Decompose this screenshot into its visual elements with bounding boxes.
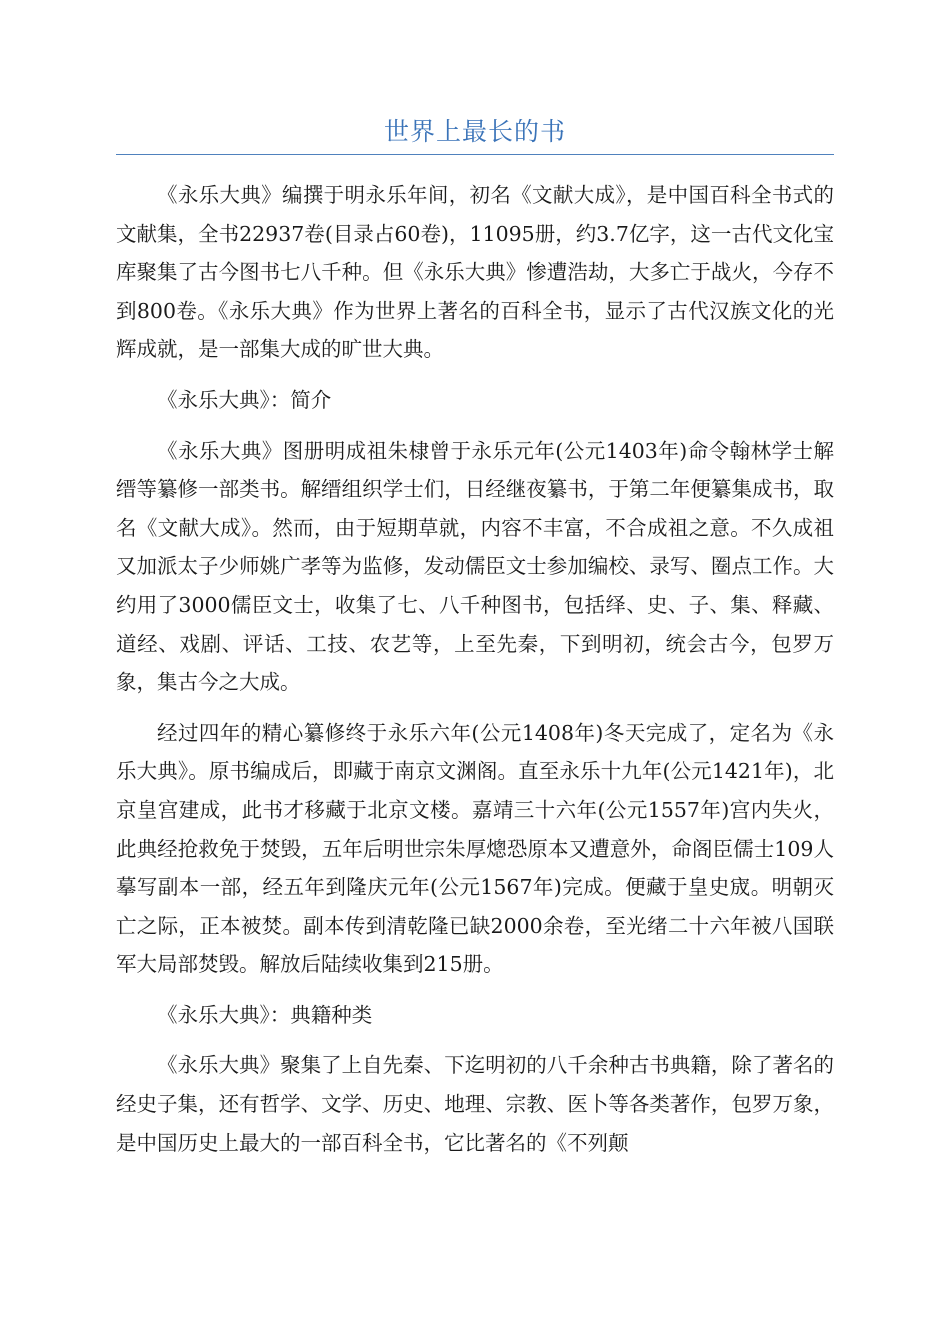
section-heading-categories: 《永乐大典》：典籍种类 [157,1002,373,1027]
paragraph-history: 经过四年的精心纂修终于永乐六年(公元1408年)冬天完成了，定名为《永乐大典》。原书编成后，即藏于南京文渊阁。直至永乐十九年(公元1421年)，北京皇宫建成，此书才移藏于北京文楼。嘉靖三十六年(公元1557年)宫内失火，此典经抢救免于焚毁，五年后明世宗朱厚熜恐原本又遭意外，命阁臣儒士109人摹写副本一部，经五年到隆庆元年(公元1567年)完成。便藏于皇史宬。明朝灭亡之际，正本被焚。副本传到清乾隆已缺2000余卷，至光绪二十六年被八国联军大局部焚毁。解放后陆续收集到215册。 [116,720,834,977]
section-heading-intro: 《永乐大典》：简介 [157,387,332,412]
paragraph-compilation: 《永乐大典》图册明成祖朱棣曾于永乐元年(公元1403年)命令翰林学士解缙等纂修一部类书。解缙组织学士们，日经继夜纂书，于第二年便纂集成书，取名《文献大成》。然而，由于短期草就，内容不丰富，不合成祖之意。不久成祖又加派太子少师姚广孝等为监修，发动儒臣文士参加编校、录写、圈点工作。大约用了3000儒臣文士，收集了七、八千种图书，包括绎、史、子、集、释藏、道经、戏剧、评话、工技、农艺等，上至先秦，下到明初，统会古今，包罗万象，集古今之大成。 [116,438,834,695]
title-underline [116,154,834,155]
paragraph-intro: 《永乐大典》编撰于明永乐年间，初名《文献大成》，是中国百科全书式的文献集，全书22937卷(目录占60卷)，11095册，约3.7亿字，这一古代文化宝库聚集了古今图书七八千种。但《永乐大典》惨遭浩劫，大多亡于战火，今存不到800卷。《永乐大典》作为世界上著名的百科全书，显示了古代汉族文化的光辉成就，是一部集大成的旷世大典。 [116,183,834,362]
document-title: 世界上最长的书 [383,117,566,146]
paragraph-categories: 《永乐大典》聚集了上自先秦、下迄明初的八千余种古书典籍，除了著名的经史子集，还有哲学、文学、历史、地理、宗教、医卜等各类著作，包罗万象，是中国历史上最大的一部百科全书，它比著名的《不列颠 [116,1053,834,1155]
document-body [116,176,834,1174]
